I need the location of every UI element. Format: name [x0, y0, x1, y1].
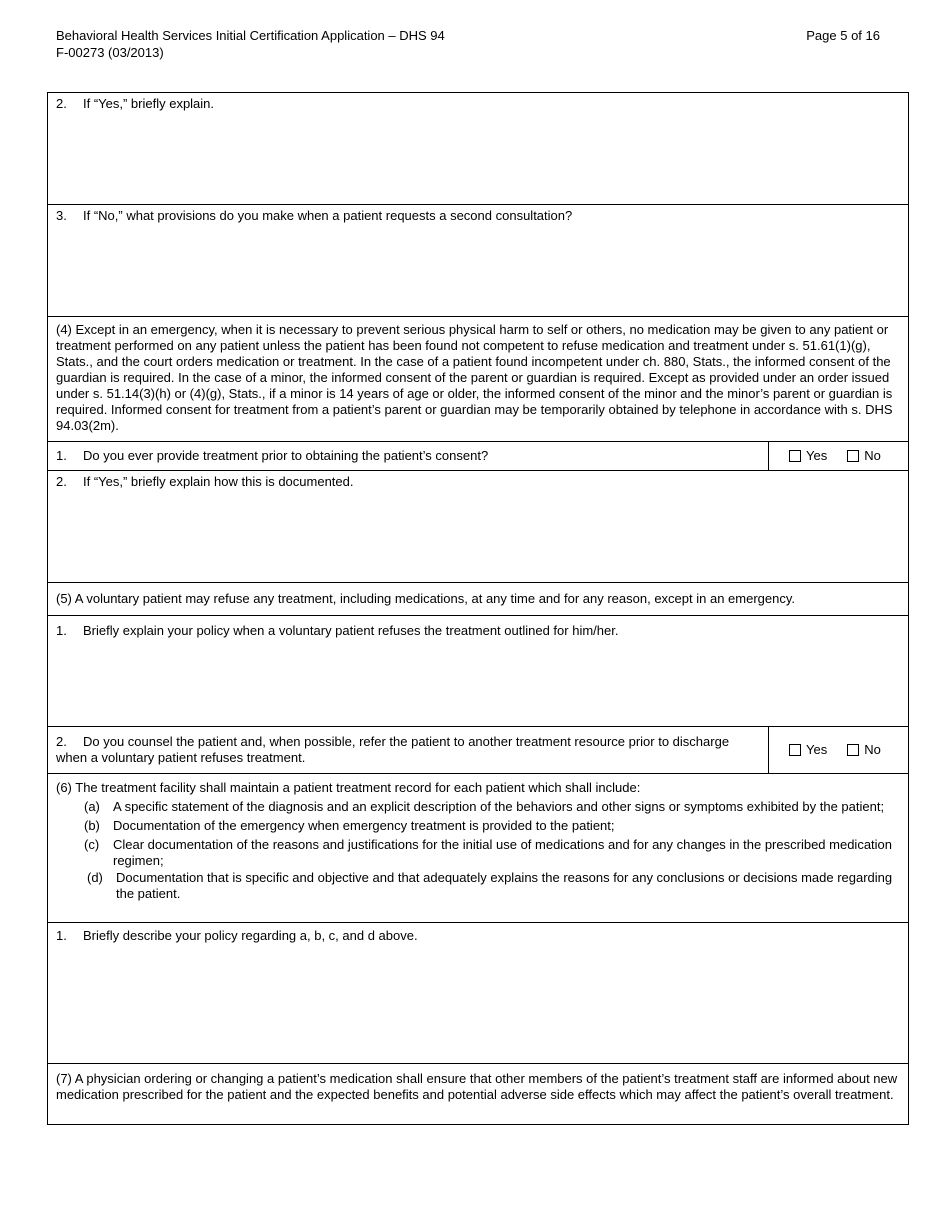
- question-number: 2.: [56, 734, 67, 749]
- yes-checkbox[interactable]: [789, 744, 801, 756]
- no-checkbox[interactable]: [847, 450, 859, 462]
- question-number: 1.: [56, 448, 67, 463]
- s4-q2-answer-area[interactable]: [48, 493, 908, 582]
- no-option[interactable]: [847, 742, 881, 758]
- no-option[interactable]: [847, 448, 881, 464]
- list-item-text: A specific statement of the diagnosis and an explicit description of the behaviors and other signs or symptoms exhibited by the patient;: [113, 799, 885, 814]
- question-number: 2.: [56, 96, 67, 111]
- yes-label: Yes: [806, 742, 828, 757]
- question-number: 3.: [56, 208, 67, 223]
- yes-option[interactable]: [789, 448, 827, 464]
- page-number: Page 5 of 16: [806, 28, 880, 43]
- question-number: 1.: [56, 928, 67, 943]
- yes-label: Yes: [806, 448, 828, 463]
- section-4-text-row: [48, 317, 908, 442]
- yes-no-options: [768, 442, 908, 470]
- list-item-label: (a): [84, 799, 100, 814]
- list-item: [84, 837, 900, 869]
- question-text: If “No,” what provisions do you make when a patient requests a second consultation?: [83, 208, 573, 223]
- yes-no-options: [768, 727, 908, 773]
- list-item-text: Documentation of the emergency when emergency treatment is provided to the patient;: [113, 818, 615, 833]
- question-text: Do you counsel the patient and, when possible, refer the patient to another treatment resource prior to discharge when a voluntary patient refuses treatment.: [56, 734, 730, 765]
- no-checkbox[interactable]: [847, 744, 859, 756]
- s4-q2-row: [48, 471, 908, 583]
- q3-second-consultation-row: [48, 205, 908, 317]
- q2-answer-area[interactable]: [48, 115, 908, 204]
- list-item-label: (b): [84, 818, 100, 833]
- s5-q1-answer-area[interactable]: [48, 642, 908, 726]
- s6-q1-row: [48, 923, 908, 1064]
- list-item: [87, 870, 900, 902]
- question-text: Briefly explain your policy when a voluntary patient refuses the treatment outlined for him/her.: [83, 623, 619, 638]
- section-6-text-row: [48, 774, 908, 923]
- section-7-text-row: [48, 1064, 908, 1124]
- yes-option[interactable]: [789, 742, 827, 758]
- list-item-text: Clear documentation of the reasons and justifications for the initial use of medications and for any changes in the prescribed medication regimen;: [113, 837, 893, 868]
- no-label: No: [864, 742, 881, 757]
- section-5-text-row: [48, 583, 908, 616]
- section-6-text: (6) The treatment facility shall maintain a patient treatment record for each patient which shall include:: [56, 780, 641, 795]
- question-number: 2.: [56, 474, 67, 489]
- q3-answer-area[interactable]: [48, 227, 908, 316]
- list-item-text: Documentation that is specific and objective and that adequately explains the reasons for any conclusions or decisions made regarding the patient.: [116, 870, 893, 901]
- s5-q1-row: [48, 616, 908, 727]
- list-item: [84, 799, 900, 815]
- yes-checkbox[interactable]: [789, 450, 801, 462]
- form-number: F-00273 (03/2013): [56, 45, 164, 60]
- s4-q1-row: [48, 442, 908, 471]
- section-5-text: (5) A voluntary patient may refuse any treatment, including medications, at any time and for any reason, except in an emergency.: [56, 591, 795, 606]
- question-text: Do you ever provide treatment prior to obtaining the patient’s consent?: [83, 448, 489, 463]
- question-text: Briefly describe your policy regarding a, b, c, and d above.: [83, 928, 418, 943]
- form-title: Behavioral Health Services Initial Certification Application – DHS 94: [56, 28, 445, 43]
- question-text: If “Yes,” briefly explain.: [83, 96, 215, 111]
- question-number: 1.: [56, 623, 67, 638]
- q2-explain-row: [48, 93, 908, 205]
- section-4-text: (4) Except in an emergency, when it is necessary to prevent serious physical harm to self or others, no medication may be given to any patient or treatment performed on any patient unless the patient has been found not competent to refuse medication and treatment under s. 51.61(1)(g), Stats., and the court orders medication or treatment. In the case of a patient found incompetent under ch. 880, Stats., the informed consent of the guardian is required. In the case of a minor, the informed consent of the parent or guardian is required. Except as provided under an order issued under s. 51.14(3)(h) or (4)(g), Stats., if a minor is 14 years of age or older, the informed consent of the minor and the minor’s parent or guardian is required. Informed consent for treatment from a patient’s parent or guardian may be temporarily obtained by telephone in accordance with s. DHS 94.03(2m).: [56, 322, 893, 433]
- section-7-text: (7) A physician ordering or changing a patient’s medication shall ensure that other members of the patient’s treatment staff are informed about new medication prescribed for the patient and the expected benefits and potential adverse side effects which may affect the patient’s overall treatment.: [56, 1071, 898, 1102]
- form-table: [47, 92, 909, 1125]
- list-item-label: (c): [84, 837, 100, 852]
- no-label: No: [864, 448, 881, 463]
- list-item: [84, 818, 900, 834]
- question-text: If “Yes,” briefly explain how this is documented.: [83, 474, 354, 489]
- s5-q2-row: [48, 727, 908, 774]
- s6-q1-answer-area[interactable]: [48, 947, 908, 1063]
- list-item-label: (d): [87, 870, 103, 885]
